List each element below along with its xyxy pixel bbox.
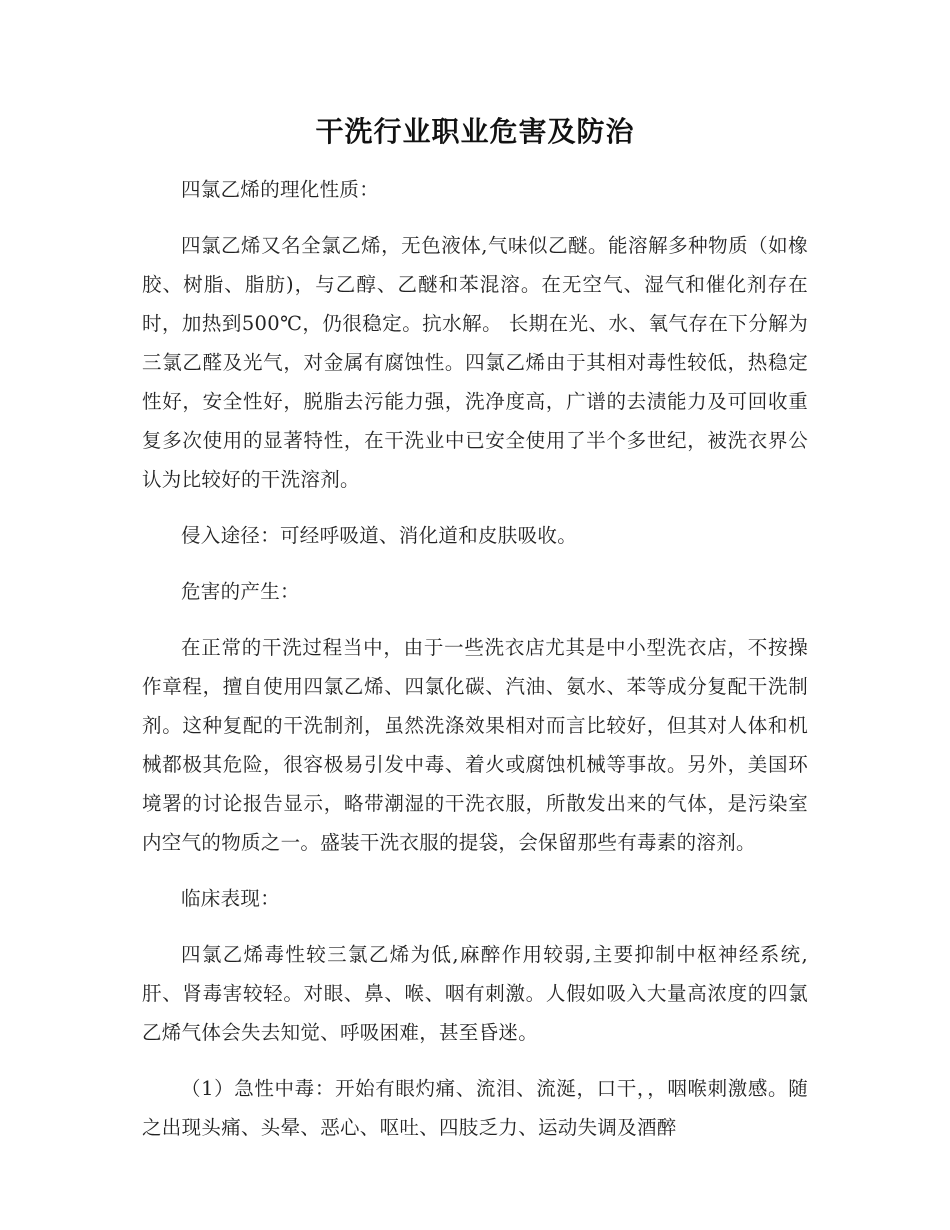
paragraph-exposure-routes: 侵入途径：可经呼吸道、消化道和皮肤吸收。	[181, 524, 578, 547]
paragraph-clinical: 四氯乙烯毒性较三氯乙烯为低,麻醉作用较弱,主要抑制中枢神经系统,肝、肾毒害较轻。对眼、鼻、喉、咽有刺激。人假如吸入大量高浓度的四氯乙烯气体会失去知觉、呼吸困难，甚至昏迷。	[142, 943, 808, 1044]
paragraph-properties: 四氯乙烯又名全氯乙烯，无色液体,气味似乙醚。能溶解多种物质（如橡胶、树脂、脂肪)，与乙醇、乙醚和苯混溶。在无空气、湿气和催化剂存在时，加热到500℃，仍很稳定。抗水解。 长期在光、水、氧气存在下分解为三氯乙醛及光气，对金属有腐蚀性。四氯乙烯由于其相对毒性较低，热稳定性好，安全性好，脱脂去污能力强，洗净度高，广谱的去渍能力及可回收重复多次使用的显著特性，在干洗业中已安全使用了半个多世纪，被洗衣界公认为比较好的干洗溶剂。	[142, 234, 808, 491]
section-heading-properties: 四氯乙烯的理化性质：	[181, 178, 380, 201]
paragraph-acute-poisoning: （1）急性中毒：开始有眼灼痛、流泪、流涎，口干，，咽喉刺激感。随之出现头痛、头晕、恶心、呕吐、四肢乏力、运动失调及酒醉	[142, 1077, 808, 1139]
document-title: 干洗行业职业危害及防治	[315, 115, 635, 148]
section-heading-hazard-origin: 危害的产生：	[181, 580, 300, 603]
section-heading-clinical: 临床表现：	[181, 887, 281, 910]
paragraph-hazard-origin: 在正常的干洗过程当中，由于一些洗衣店尤其是中小型洗衣店，不按操作章程，擅自使用四氯乙烯、四氯化碳、汽油、氨水、苯等成分复配干洗制剂。这种复配的干洗制剂，虽然洗涤效果相对而言比较好，但其对人体和机械都极其危险，很容极易引发中毒、着火或腐蚀机械等事故。另外，美国环境署的讨论报告显示，略带潮湿的干洗衣服，所散发出来的气体，是污染室内空气的物质之一。盛装干洗衣服的提袋，会保留那些有毒素的溶剂。	[142, 636, 808, 854]
